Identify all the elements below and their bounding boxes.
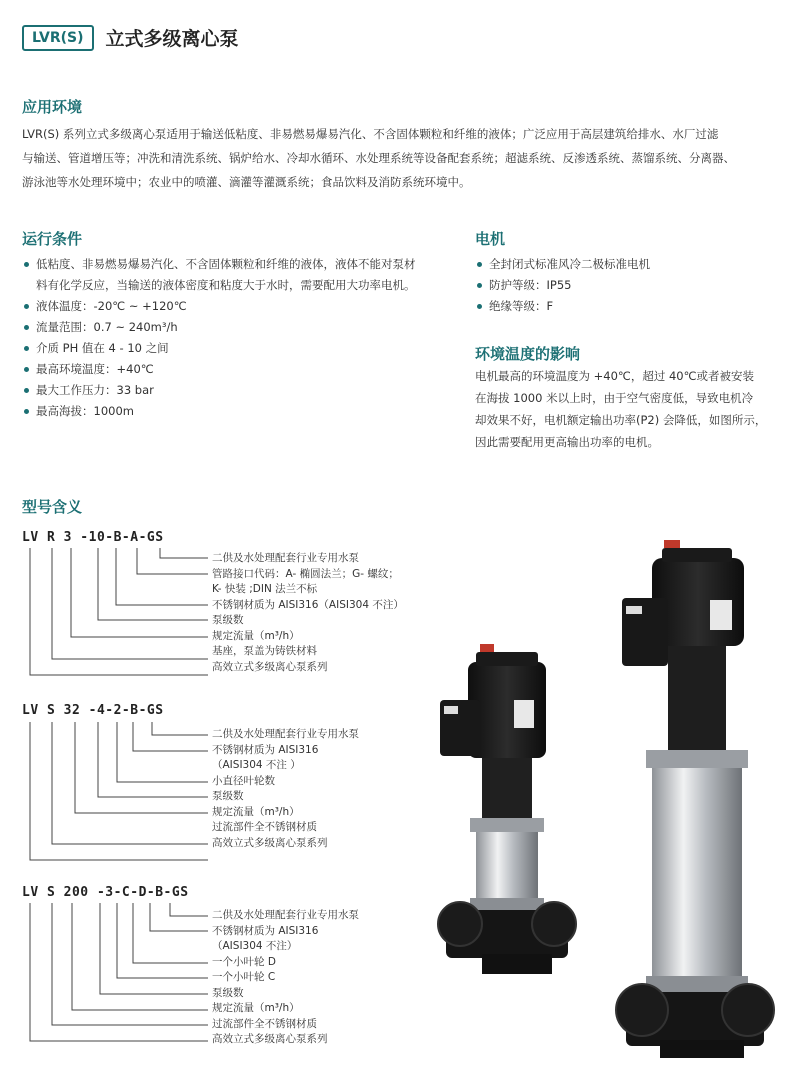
application-line: 游泳池等水处理环境中；农业中的喷灌、滴灌等灌溉系统；食品饮料及消防系统环境中。 <box>22 175 471 189</box>
condition-item: 最高海拔：1000m <box>22 401 422 422</box>
model-code-3: LV S 200 -3-C-D-B-GS <box>22 885 189 900</box>
environment-line: 却效果不好，电机额定输出功率(P2) 会降低，如图所示， <box>475 413 767 427</box>
code-desc: 高效立式多级离心泵系列 <box>212 1033 328 1045</box>
model-code-3-descriptions <box>212 908 359 1048</box>
page-title: 立式多级离心泵 <box>105 28 239 50</box>
condition-item: 最大工作压力：33 bar <box>22 380 422 401</box>
large-pump-image <box>616 540 774 1058</box>
motor-item: 防护等级：IP55 <box>475 275 775 296</box>
environment-heading: 环境温度的影响 <box>475 345 581 363</box>
header <box>22 24 239 51</box>
code-desc: 二供及水处理配套行业专用水泵 <box>212 728 359 740</box>
model-code-2-descriptions <box>212 727 359 851</box>
code-desc: 不锈钢材质为 AISI316 <box>212 924 319 937</box>
code-desc: 泵级数 <box>212 614 244 626</box>
model-badge: LVR(S) <box>22 25 94 51</box>
code-desc: （AISI304 不注） <box>212 940 298 952</box>
motor-list <box>475 254 775 317</box>
model-code-1-descriptions <box>212 551 404 675</box>
environment-text <box>475 365 785 453</box>
pump-image-group <box>420 540 780 1060</box>
code-desc: 基座，泵盖为铸铁材料 <box>212 645 317 657</box>
condition-item: 最高环境温度：+40℃ <box>22 359 422 380</box>
code-desc: 高效立式多级离心泵系列 <box>212 660 328 673</box>
small-pump-image <box>438 644 576 974</box>
environment-line: 在海拔 1000 米以上时，由于空气密度低，导致电机冷 <box>475 391 754 405</box>
motor-item: 绝缘等级：F <box>475 296 775 317</box>
code-desc: K- 快装 ;DIN 法兰不标 <box>212 583 318 595</box>
application-line: LVR(S) 系列立式多级离心泵适用于输送低粘度、非易燃易爆易汽化、不含固体颗粒和纤维的液体；广泛应用于高层建筑给排水、水厂过滤 <box>22 127 719 141</box>
condition-item: 低粘度、非易燃易爆易汽化、不含固体颗粒和纤维的液体，液体不能对泵材料有化学反应，当输送的液体密度和粘度大于水时，需要配用大功率电机。 <box>22 254 422 296</box>
code-desc: 一个小叶轮 D <box>212 955 276 968</box>
model-code-1: LV R 3 -10-B-A-GS <box>22 530 164 545</box>
model-heading: 型号含义 <box>22 498 83 516</box>
code-desc: 规定流量（m³/h） <box>212 1002 300 1014</box>
code-desc: 不锈钢材质为 AISI316 <box>212 743 319 756</box>
code-desc: 管路接口代码：A- 椭圆法兰；G- 螺纹； <box>212 567 399 580</box>
model-code-2: LV S 32 -4-2-B-GS <box>22 703 164 718</box>
code-desc: 泵级数 <box>212 790 244 802</box>
environment-line: 电机最高的环境温度为 +40℃，超过 40℃或者被安装 <box>475 369 755 383</box>
motor-item: 全封闭式标准风冷二极标准电机 <box>475 254 775 275</box>
conditions-heading: 运行条件 <box>22 230 83 248</box>
code-desc: 一个小叶轮 C <box>212 971 276 983</box>
environment-line: 因此需要配用更高输出功率的电机。 <box>475 435 659 449</box>
code-desc: 规定流量（m³/h） <box>212 805 300 818</box>
code-desc: 不锈钢材质为 AISI316（AISI304 不注） <box>212 598 404 611</box>
application-text <box>22 122 782 194</box>
code-desc: 过流部件全不锈钢材质 <box>212 821 317 833</box>
code-desc: 二供及水处理配套行业专用水泵 <box>212 909 359 921</box>
application-line: 与输送、管道增压等；冲洗和清洗系统、锅炉给水、冷却水循环、水处理系统等设备配套系统；超滤系统、反渗透系统、蒸馏系统、分离器、 <box>22 151 735 165</box>
code-desc: 过流部件全不锈钢材质 <box>212 1017 317 1030</box>
conditions-list <box>22 254 422 422</box>
motor-heading: 电机 <box>475 230 506 248</box>
condition-item: 流量范围：0.7 ~ 240m³/h <box>22 317 422 338</box>
condition-item: 液体温度：-20℃ ~ +120℃ <box>22 296 422 317</box>
code-desc: 规定流量（m³/h） <box>212 629 300 642</box>
code-desc: 二供及水处理配套行业专用水泵 <box>212 552 359 564</box>
code-desc: 泵级数 <box>212 986 244 999</box>
code-desc: （AISI304 不注 ） <box>212 759 301 771</box>
condition-item: 介质 PH 值在 4 - 10 之间 <box>22 338 422 359</box>
code-desc: 高效立式多级离心泵系列 <box>212 836 328 849</box>
code-desc: 小直径叶轮数 <box>212 774 275 787</box>
application-heading: 应用环境 <box>22 98 83 116</box>
